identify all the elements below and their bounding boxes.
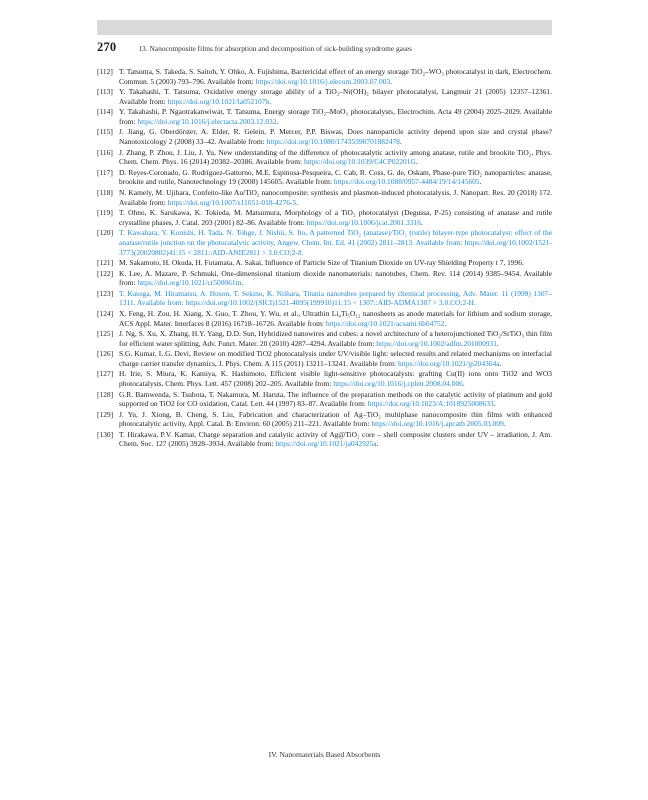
reference-item [97, 168, 552, 187]
doi-link[interactable]: https://doi.org/10.1006/jcat.2001.3316 [306, 217, 421, 227]
reference-tail: . [479, 177, 482, 187]
reference-item [97, 349, 552, 368]
reference-number: [112] [97, 67, 113, 76]
reference-text: J. Zhang, P. Zhou, J. Liu, J. Yu, New understanding of the difference of photocatalytic activity among anatase, rutile and brookite TiO₂, Phys. Chem. Chem. Phys. 16 (2014) 20382–20386. Available from: [119, 147, 552, 167]
reference-text: G.R. Bamwenda, S. Tsubota, T. Nakamura, M. Haruta, The influence of the preparation methods on the catalytic activity of platinum and gold supported on TiO2 for CO oxidation, Catal. Lett. 44 (1997) 83–87. Available from: [119, 389, 552, 409]
doi-link[interactable]: https://doi.org/10.1021/jp204364a [397, 358, 500, 368]
reference-item [97, 67, 552, 86]
reference-item [97, 390, 552, 409]
doi-link[interactable]: https://doi.org/10.1016/j.elecom.2003.07.003 [255, 76, 391, 86]
reference-item [97, 188, 552, 207]
reference-tail: . [496, 338, 499, 348]
reference-tail: . [241, 278, 244, 288]
reference-item [97, 228, 552, 257]
reference-tail: . [415, 157, 418, 167]
doi-link[interactable]: https://doi.org/10.1080/17435390701882478 [266, 137, 400, 147]
reference-number: [116] [97, 147, 113, 157]
reference-number: [127] [97, 369, 114, 379]
doi-link[interactable]: https://doi.org/10.1021/acsami.6b04752 [325, 318, 445, 328]
reference-tail: . [503, 419, 506, 429]
reference-number: [130] [97, 429, 114, 439]
reference-item [97, 289, 552, 308]
page-header [97, 40, 552, 56]
reference-number: [119] [97, 208, 113, 218]
doi-link[interactable]: https://doi.org/10.1088/0957-4484/19/14/145605 [333, 177, 480, 187]
reference-number: [125] [97, 329, 114, 339]
header-bar [97, 20, 552, 35]
reference-text: S.G. Kumar, L.G. Devi, Review on modified TiO2 photocatalysis under UV/visible light: selected results and related mechanisms on interfacial charge carrier transfer dynamics, J. Phys. Chem. A 115 (2011) 13211–13241. Available from: [119, 349, 552, 368]
reference-tail: . [376, 439, 379, 449]
reference-number: [114] [97, 107, 113, 117]
doi-link[interactable]: https://doi.org/10.1021/cr500061m [137, 278, 242, 288]
reference-item [97, 410, 552, 429]
reference-list [97, 67, 552, 450]
doi-link[interactable]: https://doi.org/10.1002/1521-3773(20020802)41:15 < 2811::AID-ANIE2811 > 3.0.CO;2-# [119, 237, 552, 257]
reference-number: [129] [97, 409, 114, 419]
reference-text: T. Tatsuma, S. Takeda, S. Saitoh, Y. Ohko, A. Fujishima, Bactericidal effect of an energy storage TiO₂–WO₃ photocatalyst in dark, Electrochem. Commun. 5 (2003) 793–796. Available from: [119, 67, 552, 86]
reference-text: D. Reyes-Coronado, G. Rodríguez-Gattorno, M.E. Espinosa-Pesqueira, C. Cab, R. Coss, G. de, Oskam, Phase-pure TiO₂ nanoparticles: anatase, brookite and rutile, Nanotechnology 19 (2008) 145605. Available from: [119, 167, 552, 187]
reference-item [97, 148, 552, 167]
reference-number: [123] [97, 288, 114, 298]
reference-tail: . [390, 76, 393, 86]
reference-text: T. Kawahara, Y. Konishi, H. Tada, N. Tohge, J. Nishii, S. Ito, A patterned TiO₂ (anatase)/TiO₂ (rutile) bilayer-type photocatalyst: effect of the anatase/rutile junction on the photocatalytic activity, Angew. Chem. Int. Ed. 41 (2002) 2811–2813. Available from: [119, 228, 552, 247]
doi-link[interactable]: https://doi.org/10.1039/C4CP02201G [303, 157, 416, 167]
reference-item [97, 309, 552, 328]
reference-text: X. Feng, H. Zou, H. Xiang, X. Guo, T. Zhou, Y. Wu, et al., Ultrathin Li₄Ti₅O₁₂ nanosheets as anode materials for lithium and sodium storage, ACS Appl. Mater. Interfaces 8 (2016) 16718–16726. Available from: [119, 308, 552, 328]
page-number: 270 [97, 40, 117, 54]
reference-number: [118] [97, 187, 113, 197]
reference-text: Y. Takahashi, T. Tatsuma, Oxidative energy storage ability of a TiO₂–Ni(OH)₂ bilayer photocatalyst, Langmuir 21 (2005) 12357–12361. Available from: [119, 87, 552, 106]
reference-tail: . [493, 399, 496, 409]
doi-link[interactable]: https://doi.org/10.1002/(SICI)1521-4095(199910)11:15 < 1307::AID-ADMA1307 > 3.0.CO;2-H [185, 298, 475, 308]
reference-item [97, 127, 552, 146]
reference-item [97, 258, 552, 268]
doi-link[interactable]: https://doi.org/10.1016/j.electacta.2003.12.032 [137, 116, 277, 126]
reference-number: [124] [97, 308, 114, 318]
reference-number: [128] [97, 389, 114, 399]
doi-link[interactable]: https://doi.org/10.1016/j.apcatb.2005.03.009 [371, 419, 504, 429]
reference-tail: . [301, 247, 304, 257]
reference-number: [120] [97, 228, 114, 238]
reference-tail: . [399, 137, 402, 147]
reference-text: M. Sakamoto, H. Okuda, H. Futamata, A. Sakai, Influence of Particle Size of Titanium Dioxide on UV-ray Shielding Property t 7, 1996. [119, 258, 524, 268]
reference-item [97, 107, 552, 126]
reference-number: [121] [97, 258, 114, 268]
reference-tail: . [462, 379, 465, 388]
footer-section-title: IV. Nanomaterials Based Absorbents [268, 750, 381, 759]
reference-text: N. Kamely, M. Ujihara, Confeito-like Au/TiO₂ nanocomposite: synthesis and plasmon-induced photocatalysis, J. Nanopart. Res. 20 (2018) 172. Available from: [119, 187, 552, 207]
doi-link[interactable]: https://doi.org/10.1016/j.cplett.2008.04.006 [333, 379, 463, 388]
reference-item [97, 430, 552, 449]
reference-item [97, 208, 552, 227]
reference-number: [126] [97, 349, 114, 359]
reference-tail: . [474, 298, 476, 308]
reference-number: [113] [97, 87, 113, 97]
reference-text: J. Jiang, G. Oberdörster, A. Elder, R. Gelein, P. Mercer, P.P. Biswas, Does nanoparticle activity depend upon size and crystal phase? Nanotoxicology 2 (2008) 33–42. Available from: [119, 127, 552, 147]
running-title: 13. Nanocomposite films for absorption and decomposition of sick-building syndrome gases [138, 44, 412, 53]
reference-text: H. Irie, S. Miura, K. Kamiya, K. Hashimoto, Efficient visible light-sensitive photocatalysts: grafting Cu(II) ions onto TiO2 and WO3 photocatalysts, Chem. Phys. Lett. 457 (2008) 202–205. Available from: [119, 369, 552, 388]
reference-item [97, 269, 552, 288]
reference-text: K. Lee, A. Mazare, P. Schmuki, One-dimensional titanium dioxide nanomaterials: nanotubes, Chem. Rev. 114 (2014) 9385–9454. Available from: [119, 268, 552, 288]
reference-item [97, 369, 552, 388]
doi-link[interactable]: https://doi.org/10.1007/s11051-018-4276-5 [167, 197, 297, 207]
reference-text: Y. Takahashi, P. Ngaotrakanwiwat, T. Tatsuma, Energy storage TiO₂–MoO₃ photocatalysts, Electrochim. Acta 49 (2004) 2025–2029. Available from: [119, 107, 552, 126]
doi-link[interactable]: https://doi.org/10.1002/adfm.201000931 [376, 338, 497, 348]
reference-text: T. Kasuga, M. Hiramatsu, A. Hoson, T. Sekino, K. Niihara, Titania nanotubes prepared by chemical processing, Adv. Mater. 11 (1999) 1307–1311. Available from: [119, 288, 552, 308]
doi-link[interactable]: https://doi.org/10.1021/ja042925a [275, 439, 377, 449]
doi-link[interactable]: https://doi.org/10.1023/A:1018925008633 [367, 399, 494, 409]
reference-text: T. Ohno, K. Sarukawa, K. Tokieda, M. Matsumura, Morphology of a TiO₂ photocatalyst (Degussa, P-25) consisting of anatase and rutile crystalline phases, J. Catal. 203 (2001) 82–86. Available from: [119, 208, 552, 227]
reference-tail: . [499, 358, 502, 368]
reference-text: J. Yu, J. Xiong, B. Cheng, S. Liu, Fabrication and characterization of Ag–TiO₂ multiphase nanocomposite thin films with enhanced photocatalytic activity, Appl. Catal. B: Environ. 60 (2005) 211–221. Available from: [119, 409, 552, 429]
reference-number: [117] [97, 167, 113, 177]
reference-tail: . [269, 96, 271, 106]
doi-link[interactable]: https://doi.org/10.1021/la052107b [167, 96, 270, 106]
reference-item [97, 329, 552, 348]
reference-tail: . [276, 116, 279, 126]
reference-tail: . [296, 197, 298, 207]
reference-text: T. Hirakawa, P.V. Kamat, Charge separation and catalytic activity of Ag@TiO₂ core – shell composite clusters under UV – irradiation, J. Am. Chem. Soc. 127 (2005) 3928–3934. Available from: [119, 429, 552, 449]
reference-item [97, 87, 552, 106]
reference-tail: . [444, 318, 447, 328]
reference-text: J. Ng, S. Xu, X. Zhang, H.Y. Yang, D.D. Sun, Hybridized nanowires and cubes: a novel architecture of a heterojunctioned TiO₂/SrTiO₃ thin film for efficient water splitting, Adv. Funct. Mater. 20 (2010) 4287–4294. Available from: [119, 329, 552, 348]
reference-number: [122] [97, 268, 114, 278]
reference-number: [115] [97, 127, 113, 137]
reference-tail: . [420, 217, 423, 227]
